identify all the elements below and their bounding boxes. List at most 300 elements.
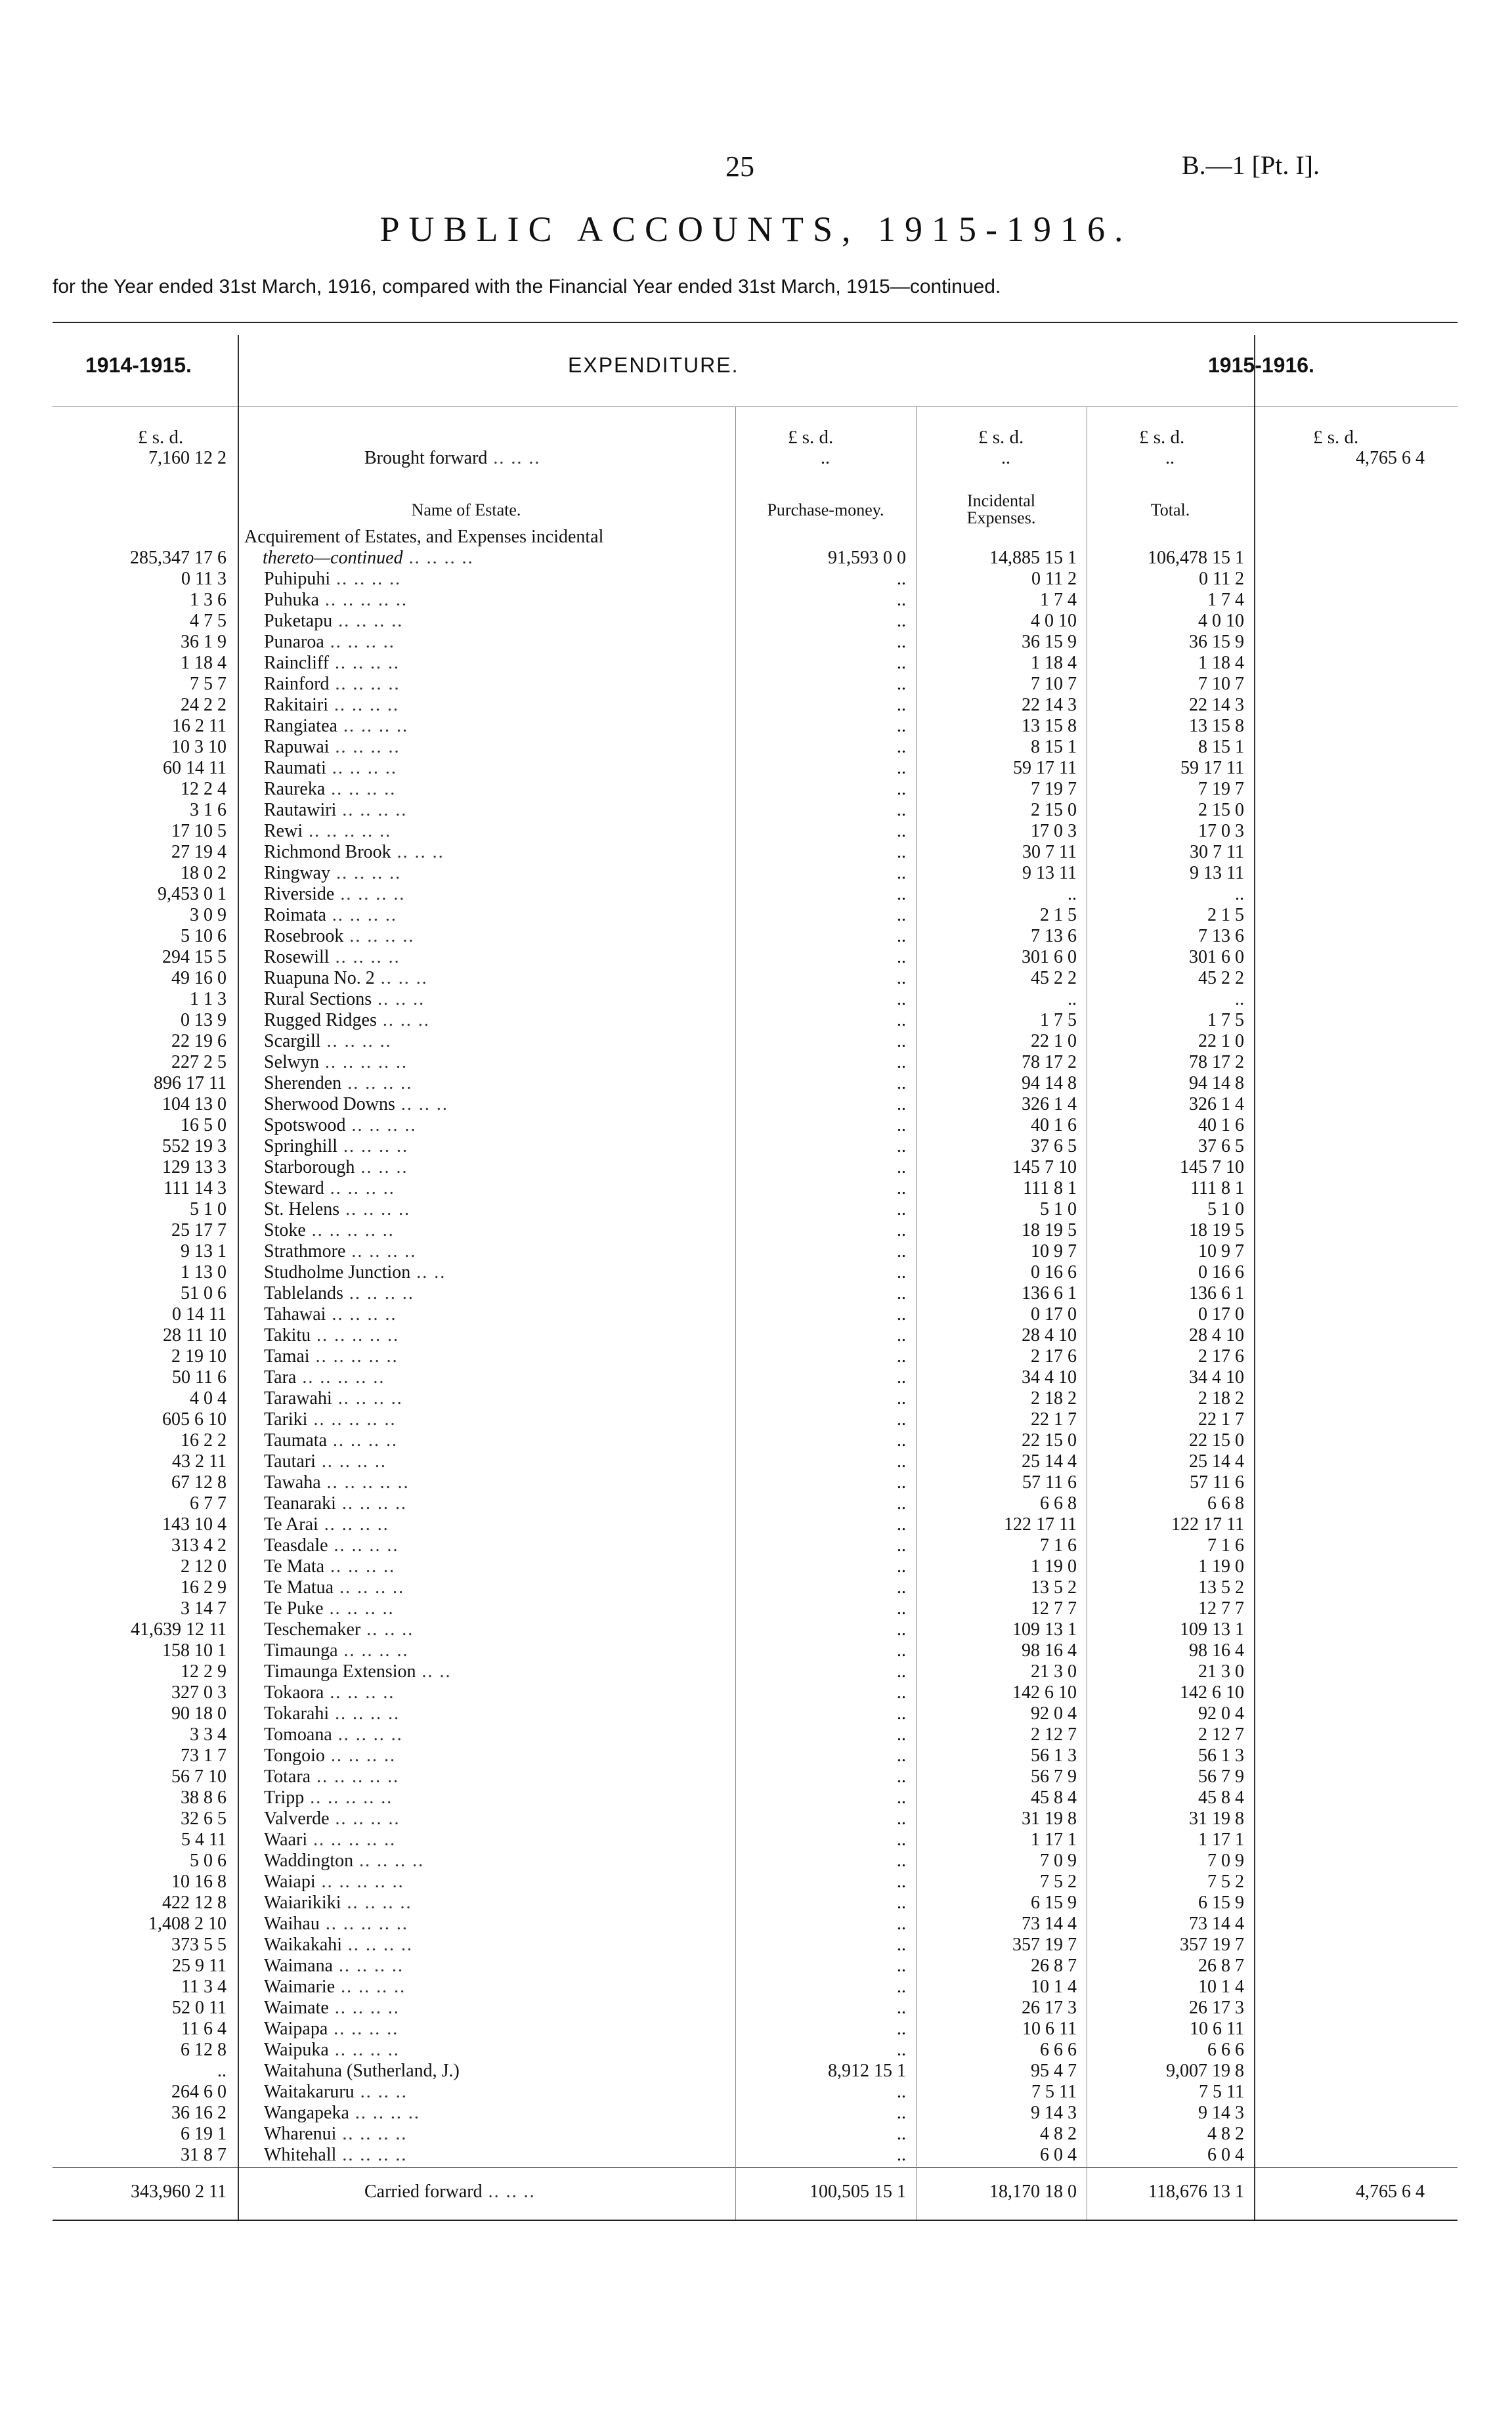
row-incidental-expenses: 357 19 7 — [1012, 1935, 1077, 1955]
row-total: 357 19 7 — [1180, 1935, 1244, 1955]
row-purchase-money: .. — [897, 695, 906, 715]
row-estate-name: Strathmore .. .. .. .. — [264, 1241, 417, 1261]
row-purchase-money: .. — [897, 1346, 906, 1367]
row-estate-name: Tariki .. .. .. .. .. — [264, 1409, 397, 1430]
row-purchase-money: .. — [897, 863, 906, 883]
table-top-rule — [53, 322, 1458, 323]
row-prev-amount: 896 17 11 — [154, 1073, 227, 1093]
row-total: 1 18 4 — [1198, 653, 1244, 673]
row-total: 22 1 7 — [1198, 1409, 1244, 1430]
row-prev-amount: 264 6 0 — [171, 2082, 227, 2102]
row-incidental-expenses: 4 0 10 — [1031, 611, 1077, 631]
row-estate-name: Waipuka .. .. .. .. — [264, 2040, 400, 2060]
row-incidental-expenses: 1 7 5 — [1040, 1010, 1077, 1030]
row-incidental-expenses: 37 6 5 — [1031, 1136, 1077, 1156]
row-total: 122 17 11 — [1171, 1514, 1244, 1535]
row-purchase-money: .. — [897, 1535, 906, 1556]
row-incidental-expenses: 7 5 11 — [1031, 2082, 1077, 2102]
row-prev-amount: 1 1 3 — [190, 989, 227, 1009]
row-incidental-expenses: 30 7 11 — [1022, 842, 1077, 862]
year-right-header: 1915-1916. — [1208, 353, 1314, 377]
row-incidental-expenses: 78 17 2 — [1022, 1052, 1077, 1072]
row-incidental-expenses: 2 12 7 — [1031, 1724, 1077, 1745]
row-total: 111 8 1 — [1190, 1178, 1244, 1198]
row-estate-name: Tarawahi .. .. .. .. — [264, 1388, 403, 1409]
row-total: 12 7 7 — [1198, 1598, 1244, 1619]
row-purchase-money: .. — [897, 1914, 906, 1934]
row-prev-amount: 3 3 4 — [190, 1724, 227, 1745]
row-purchase-money: .. — [897, 1661, 906, 1682]
row-estate-name: Waimate .. .. .. .. — [264, 1998, 400, 2018]
row-prev-amount: 28 11 10 — [163, 1325, 227, 1346]
row-estate-name: Puhuka .. .. .. .. .. — [264, 590, 408, 610]
row-estate-name: Te Puke .. .. .. .. — [264, 1598, 395, 1619]
row-estate-name: Spotswood .. .. .. .. — [264, 1115, 417, 1135]
row-total: 30 7 11 — [1190, 842, 1244, 862]
row-prev-amount: 552 19 3 — [162, 1136, 227, 1156]
row-purchase-money: .. — [897, 758, 906, 778]
row-incidental-expenses: 45 2 2 — [1031, 968, 1077, 988]
row-total: 45 2 2 — [1198, 968, 1244, 988]
row-total: 40 1 6 — [1198, 1115, 1244, 1135]
row-estate-name: Waikakahi .. .. .. .. — [264, 1935, 414, 1955]
row-incidental-expenses: .. — [1068, 989, 1077, 1009]
row-prev-amount: 24 2 2 — [181, 695, 227, 715]
row-prev-amount: 5 1 0 — [190, 1199, 227, 1219]
carried-forward-inc: 18,170 18 0 — [989, 2182, 1077, 2202]
expenditure-header: EXPENDITURE. — [568, 353, 739, 377]
row-estate-name: Tahawai .. .. .. .. — [264, 1304, 397, 1325]
row-estate-name: Sherwood Downs .. .. .. — [264, 1094, 448, 1114]
brought-forward-pm: .. — [821, 448, 830, 468]
row-estate-name: Ringway .. .. .. .. — [264, 863, 402, 883]
row-purchase-money: .. — [897, 1935, 906, 1955]
row-purchase-money: .. — [897, 1304, 906, 1325]
row-prev-amount: 16 2 11 — [172, 716, 227, 736]
row-total: 57 11 6 — [1190, 1472, 1244, 1493]
carried-forward-prev: 343,960 2 11 — [131, 2182, 227, 2202]
row-incidental-expenses: 2 15 0 — [1031, 800, 1077, 820]
row-estate-name: Rewi .. .. .. .. .. — [264, 821, 392, 841]
row-estate-name: Tablelands .. .. .. .. — [264, 1283, 414, 1304]
row-incidental-expenses: 0 11 2 — [1031, 569, 1077, 589]
row-total: 36 15 9 — [1189, 632, 1244, 652]
row-incidental-expenses: 94 14 8 — [1022, 1073, 1077, 1093]
row-prev-amount: .. — [217, 2061, 227, 2081]
row-incidental-expenses: 28 4 10 — [1022, 1325, 1077, 1346]
row-incidental-expenses: 1 7 4 — [1040, 590, 1077, 610]
row-incidental-expenses: 56 7 9 — [1031, 1766, 1077, 1787]
row-purchase-money: .. — [897, 1451, 906, 1472]
row-incidental-expenses: 7 10 7 — [1031, 674, 1077, 694]
row-incidental-expenses: 22 15 0 — [1022, 1430, 1077, 1451]
row-purchase-money: .. — [897, 2019, 906, 2039]
row-purchase-money: .. — [897, 926, 906, 946]
row-estate-name: Waitakaruru .. .. .. — [264, 2082, 408, 2102]
row-prev-amount: 11 6 4 — [181, 2019, 227, 2039]
row-incidental-expenses: 7 13 6 — [1031, 926, 1077, 946]
table-bottom-rule — [53, 2220, 1458, 2221]
row-estate-name: Rugged Ridges .. .. .. — [264, 1010, 430, 1030]
row-purchase-money: .. — [897, 1998, 906, 2018]
row-purchase-money: .. — [897, 1136, 906, 1156]
row-total: 6 0 4 — [1207, 2145, 1244, 2165]
row-incidental-expenses: 26 8 7 — [1031, 1956, 1077, 1976]
column-divider-right — [1254, 335, 1255, 2220]
row-purchase-money: .. — [897, 989, 906, 1009]
row-estate-name: Waddington .. .. .. .. — [264, 1851, 425, 1871]
row-total: 73 14 4 — [1189, 1914, 1244, 1934]
row-total: 7 5 2 — [1207, 1872, 1244, 1892]
row-prev-amount: 6 19 1 — [181, 2124, 227, 2144]
row-estate-name: Rural Sections .. .. .. — [264, 989, 425, 1009]
row-estate-name: Timaunga Extension .. .. — [264, 1661, 452, 1682]
row-purchase-money: .. — [897, 1073, 906, 1093]
row-total: 6 6 6 — [1207, 2040, 1244, 2060]
row-purchase-money: .. — [897, 1556, 906, 1577]
row-estate-name: Tawaha .. .. .. .. .. — [264, 1472, 410, 1493]
row-purchase-money: .. — [897, 1409, 906, 1430]
row-purchase-money: .. — [897, 653, 906, 673]
row-purchase-money: .. — [897, 1598, 906, 1619]
row-purchase-money: .. — [897, 1178, 906, 1198]
row-estate-name: Tokarahi .. .. .. .. — [264, 1703, 400, 1724]
row-prev-amount: 73 1 7 — [181, 1745, 227, 1766]
row-purchase-money: .. — [897, 2124, 906, 2144]
row-total: 6 15 9 — [1198, 1893, 1244, 1913]
row-purchase-money: .. — [897, 1745, 906, 1766]
row-total: 2 15 0 — [1198, 800, 1244, 820]
row-purchase-money: .. — [897, 1262, 906, 1283]
row-prev-amount: 16 2 2 — [181, 1430, 227, 1451]
row-estate-name: Waipapa .. .. .. .. — [264, 2019, 399, 2039]
row-purchase-money: .. — [897, 1472, 906, 1493]
row-prev-amount: 36 16 2 — [171, 2103, 227, 2123]
row-total: 7 10 7 — [1198, 674, 1244, 694]
row-estate-name: Ruapuna No. 2 .. .. .. — [264, 968, 428, 988]
row-estate-name: Teschemaker .. .. .. — [264, 1619, 414, 1640]
incidental-expenses-header: Incidental Expenses. — [966, 491, 1036, 527]
row-prev-amount: 67 12 8 — [171, 1472, 227, 1493]
row-incidental-expenses: 10 6 11 — [1022, 2019, 1077, 2039]
row-purchase-money: .. — [897, 1325, 906, 1346]
row-prev-amount: 16 2 9 — [181, 1577, 227, 1598]
row-total: 8 15 1 — [1198, 737, 1244, 757]
carried-forward-pm: 100,505 15 1 — [810, 2182, 906, 2202]
row-total: 10 6 11 — [1190, 2019, 1244, 2039]
row-incidental-expenses: 7 5 2 — [1040, 1872, 1077, 1892]
currency-inc: £ s. d. — [978, 427, 1024, 448]
row-total: 2 18 2 — [1198, 1388, 1244, 1409]
row-prev-amount: 18 0 2 — [181, 863, 227, 883]
row-estate-name: Studholme Junction .. .. — [264, 1262, 446, 1283]
row-total: .. — [1235, 884, 1244, 904]
row-prev-amount: 7 5 7 — [190, 674, 227, 694]
row-total: 94 14 8 — [1189, 1073, 1244, 1093]
row-incidental-expenses: 22 1 0 — [1031, 1031, 1077, 1051]
column-divider-inc — [916, 407, 917, 2220]
row-incidental-expenses: 10 1 4 — [1031, 1977, 1077, 1997]
row-estate-name: Wangapeka .. .. .. .. — [264, 2103, 420, 2123]
row-estate-name: Rosewill .. .. .. .. — [264, 947, 400, 967]
row-prev-amount: 49 16 0 — [171, 968, 227, 988]
row-incidental-expenses: 12 7 7 — [1031, 1598, 1077, 1619]
row-prev-amount: 1 13 0 — [181, 1262, 227, 1283]
row-prev-amount: 373 5 5 — [171, 1935, 227, 1955]
row-prev-amount: 129 13 3 — [162, 1157, 227, 1177]
row-incidental-expenses: 145 7 10 — [1012, 1157, 1077, 1177]
row-prev-amount: 11 3 4 — [181, 1977, 227, 1997]
row-total: 4 0 10 — [1198, 611, 1244, 631]
row-prev-amount: 3 1 6 — [190, 800, 227, 820]
row-estate-name: Waimarie .. .. .. .. — [264, 1977, 406, 1997]
row-estate-name: Waihau .. .. .. .. .. — [264, 1914, 408, 1934]
row-incidental-expenses: .. — [1068, 884, 1077, 904]
row-estate-name: Timaunga .. .. .. .. — [264, 1640, 409, 1661]
row-estate-name: Raumati .. .. .. .. — [264, 758, 397, 778]
row-total: 6 6 8 — [1207, 1493, 1244, 1514]
row-estate-name: Taumata .. .. .. .. — [264, 1430, 398, 1451]
row-estate-name: Waiarikiki .. .. .. .. — [264, 1893, 412, 1913]
row-purchase-money: .. — [897, 674, 906, 694]
row-purchase-money: .. — [897, 1514, 906, 1535]
row-purchase-money: .. — [897, 1830, 906, 1850]
row-incidental-expenses: 92 0 4 — [1031, 1703, 1077, 1724]
row-incidental-expenses: 21 3 0 — [1031, 1661, 1077, 1682]
row-prev-amount: 4 0 4 — [190, 1388, 227, 1409]
row-total: 0 17 0 — [1198, 1304, 1244, 1325]
row-incidental-expenses: 6 6 6 — [1040, 2040, 1077, 2060]
row-incidental-expenses: 6 6 8 — [1040, 1493, 1077, 1514]
row-total: 4 8 2 — [1207, 2124, 1244, 2144]
row-total: 56 1 3 — [1198, 1745, 1244, 1766]
row-incidental-expenses: 59 17 11 — [1013, 758, 1077, 778]
row-estate-name: Rosebrook .. .. .. .. — [264, 926, 415, 946]
row-prev-amount: 52 0 11 — [172, 1998, 227, 2018]
row-purchase-money: .. — [897, 1157, 906, 1177]
row-prev-amount: 41,639 12 11 — [131, 1619, 227, 1640]
row-prev-amount: 422 12 8 — [162, 1893, 227, 1913]
row-purchase-money: .. — [897, 632, 906, 652]
row-estate-name: Stoke .. .. .. .. .. — [264, 1220, 395, 1240]
row-estate-name: Rangiatea .. .. .. .. — [264, 716, 408, 736]
row-incidental-expenses: 2 17 6 — [1031, 1346, 1077, 1367]
row-prev-amount: 6 12 8 — [181, 2040, 227, 2060]
row-incidental-expenses: 301 6 0 — [1022, 947, 1077, 967]
row-total: 1 17 1 — [1198, 1830, 1244, 1850]
row-total: 25 14 4 — [1189, 1451, 1244, 1472]
row-purchase-money: .. — [897, 2082, 906, 2102]
row-prev-amount: 9,453 0 1 — [158, 884, 227, 904]
row-incidental-expenses: 136 6 1 — [1022, 1283, 1077, 1304]
row-prev-amount: 12 2 9 — [181, 1661, 227, 1682]
row-total: 37 6 5 — [1198, 1136, 1244, 1156]
row-total: 92 0 4 — [1198, 1703, 1244, 1724]
row-estate-name: Roimata .. .. .. .. — [264, 905, 397, 925]
row-total: 7 19 7 — [1198, 779, 1244, 799]
row-incidental-expenses: 122 17 11 — [1004, 1514, 1077, 1535]
row-total: 109 13 1 — [1180, 1619, 1244, 1640]
row-incidental-expenses: 6 15 9 — [1031, 1893, 1077, 1913]
row-prev-amount: 313 4 2 — [171, 1535, 227, 1556]
row-prev-amount: 9 13 1 — [181, 1241, 227, 1261]
row-estate-name: Valverde .. .. .. .. — [264, 1809, 400, 1829]
name-of-estate-header: Name of Estate. — [411, 500, 521, 519]
row-prev-amount: 3 14 7 — [181, 1598, 227, 1619]
row-incidental-expenses: 2 1 5 — [1040, 905, 1077, 925]
section-prev: 285,347 17 6 — [130, 548, 227, 568]
row-total: 2 17 6 — [1198, 1346, 1244, 1367]
row-purchase-money: .. — [897, 821, 906, 841]
row-total: 31 19 8 — [1189, 1809, 1244, 1829]
row-prev-amount: 38 8 6 — [181, 1787, 227, 1808]
row-incidental-expenses: 1 17 1 — [1031, 1830, 1077, 1850]
row-estate-name: Starborough .. .. .. — [264, 1157, 408, 1177]
row-purchase-money: .. — [897, 569, 906, 589]
row-incidental-expenses: 26 17 3 — [1022, 1998, 1077, 2018]
row-purchase-money: .. — [897, 842, 906, 862]
row-total: 7 5 11 — [1199, 2082, 1244, 2102]
row-estate-name: Rapuwai .. .. .. .. — [264, 737, 400, 757]
row-total: 22 14 3 — [1189, 695, 1244, 715]
row-incidental-expenses: 34 4 10 — [1022, 1367, 1077, 1388]
row-incidental-expenses: 2 18 2 — [1031, 1388, 1077, 1409]
row-total: 301 6 0 — [1189, 947, 1244, 967]
row-total: 136 6 1 — [1189, 1283, 1244, 1304]
row-purchase-money: .. — [897, 1220, 906, 1240]
row-total: 26 8 7 — [1198, 1956, 1244, 1976]
row-incidental-expenses: 25 14 4 — [1022, 1451, 1077, 1472]
row-prev-amount: 10 16 8 — [171, 1872, 227, 1892]
row-estate-name: Tamai .. .. .. .. .. — [264, 1346, 399, 1367]
row-estate-name: Waiapi .. .. .. .. .. — [264, 1872, 404, 1892]
row-prev-amount: 2 12 0 — [181, 1556, 227, 1577]
row-incidental-expenses: 17 0 3 — [1031, 821, 1077, 841]
row-prev-amount: 227 2 5 — [171, 1052, 227, 1072]
row-incidental-expenses: 109 13 1 — [1012, 1619, 1077, 1640]
row-total: 142 6 10 — [1180, 1682, 1244, 1703]
brought-forward-total: .. — [1165, 448, 1175, 468]
row-total: 56 7 9 — [1198, 1766, 1244, 1787]
row-incidental-expenses: 31 19 8 — [1022, 1809, 1077, 1829]
row-prev-amount: 56 7 10 — [171, 1766, 227, 1787]
currency-total: £ s. d. — [1139, 427, 1185, 448]
row-estate-name: Scargill .. .. .. .. — [264, 1031, 392, 1051]
row-prev-amount: 10 3 10 — [171, 737, 227, 757]
row-estate-name: Tongoio .. .. .. .. — [264, 1745, 396, 1766]
table-bottom-rule-upper — [53, 2167, 1458, 2168]
row-purchase-money: .. — [897, 1619, 906, 1640]
row-purchase-money: .. — [897, 737, 906, 757]
row-total: 22 15 0 — [1189, 1430, 1244, 1451]
row-prev-amount: 1,408 2 10 — [148, 1914, 227, 1934]
row-estate-name: Steward .. .. .. .. — [264, 1178, 395, 1198]
page-subtitle: for the Year ended 31st March, 1916, compared with the Financial Year ended 31st March, 1915—continued. — [53, 276, 1001, 297]
row-purchase-money: .. — [897, 1031, 906, 1051]
row-purchase-money: .. — [897, 1682, 906, 1703]
row-estate-name: Selwyn .. .. .. .. .. — [264, 1052, 408, 1072]
row-prev-amount: 27 19 4 — [171, 842, 227, 862]
brought-forward-prev: 7,160 12 2 — [148, 448, 227, 468]
row-estate-name: Waitahuna (Sutherland, J.) — [264, 2061, 460, 2081]
row-purchase-money: .. — [897, 1766, 906, 1787]
currency-pm: £ s. d. — [788, 427, 834, 448]
row-estate-name: Tomoana .. .. .. .. — [264, 1724, 403, 1745]
row-total: 7 0 9 — [1207, 1851, 1244, 1871]
column-divider-left — [238, 335, 239, 2220]
row-purchase-money: .. — [897, 1115, 906, 1135]
row-estate-name: Tripp .. .. .. .. .. — [264, 1787, 393, 1808]
row-purchase-money: .. — [897, 716, 906, 736]
row-estate-name: Tautari .. .. .. .. — [264, 1451, 387, 1472]
row-estate-name: Tokaora .. .. .. .. — [264, 1682, 395, 1703]
row-estate-name: Rautawiri .. .. .. .. — [264, 800, 408, 820]
row-total: 10 1 4 — [1198, 1977, 1244, 1997]
row-purchase-money: .. — [897, 2103, 906, 2123]
row-estate-name: Takitu .. .. .. .. .. — [264, 1325, 400, 1346]
row-purchase-money: .. — [897, 1241, 906, 1261]
brought-forward-label: Brought forward .. .. .. — [364, 448, 541, 468]
row-purchase-money: .. — [897, 800, 906, 820]
row-incidental-expenses: 73 14 4 — [1022, 1914, 1077, 1934]
row-purchase-money: .. — [897, 1430, 906, 1451]
row-prev-amount: 0 11 3 — [181, 569, 227, 589]
row-prev-amount: 111 14 3 — [163, 1178, 227, 1198]
row-purchase-money: .. — [897, 1577, 906, 1598]
row-incidental-expenses: 22 14 3 — [1022, 695, 1077, 715]
row-prev-amount: 25 9 11 — [172, 1956, 227, 1976]
row-purchase-money: .. — [897, 1956, 906, 1976]
row-prev-amount: 16 5 0 — [181, 1115, 227, 1135]
row-total: 7 1 6 — [1207, 1535, 1244, 1556]
row-incidental-expenses: 36 15 9 — [1022, 632, 1077, 652]
row-total: 9 14 3 — [1198, 2103, 1244, 2123]
row-purchase-money: .. — [897, 947, 906, 967]
row-purchase-money: .. — [897, 1388, 906, 1409]
row-estate-name: Totara .. .. .. .. .. — [264, 1766, 400, 1787]
section-heading-cont: thereto—continued .. .. .. .. — [263, 548, 474, 568]
row-incidental-expenses: 98 16 4 — [1022, 1640, 1077, 1661]
row-prev-amount: 32 6 5 — [181, 1809, 227, 1829]
row-total: 9 13 11 — [1190, 863, 1244, 883]
row-prev-amount: 5 0 6 — [190, 1851, 227, 1871]
row-estate-name: Richmond Brook .. .. .. — [264, 842, 444, 862]
row-purchase-money: .. — [897, 905, 906, 925]
row-purchase-money: .. — [897, 968, 906, 988]
row-prev-amount: 143 10 4 — [162, 1514, 227, 1535]
row-incidental-expenses: 1 19 0 — [1031, 1556, 1077, 1577]
row-purchase-money: .. — [897, 884, 906, 904]
row-estate-name: Tara .. .. .. .. .. — [264, 1367, 385, 1388]
row-purchase-money: .. — [897, 1977, 906, 1997]
purchase-money-header: Purchase-money. — [767, 500, 884, 519]
row-purchase-money: .. — [897, 1703, 906, 1724]
row-prev-amount: 0 14 11 — [172, 1304, 227, 1325]
row-purchase-money: .. — [897, 1724, 906, 1745]
row-total: 2 1 5 — [1207, 905, 1244, 925]
section-pm: 91,593 0 0 — [828, 548, 906, 568]
row-prev-amount: 5 10 6 — [181, 926, 227, 946]
row-estate-name: Whitehall .. .. .. .. — [264, 2145, 408, 2165]
row-estate-name: Waari .. .. .. .. .. — [264, 1830, 397, 1850]
row-estate-name: Sherenden .. .. .. .. — [264, 1073, 413, 1093]
row-estate-name: Riverside .. .. .. .. — [264, 884, 406, 904]
document-reference: B.—1 [Pt. I]. — [1182, 150, 1320, 180]
row-total: 5 1 0 — [1207, 1199, 1244, 1219]
row-prev-amount: 327 0 3 — [171, 1682, 227, 1703]
row-estate-name: St. Helens .. .. .. .. — [264, 1199, 411, 1219]
carried-forward-far: 4,765 6 4 — [1356, 2182, 1425, 2202]
